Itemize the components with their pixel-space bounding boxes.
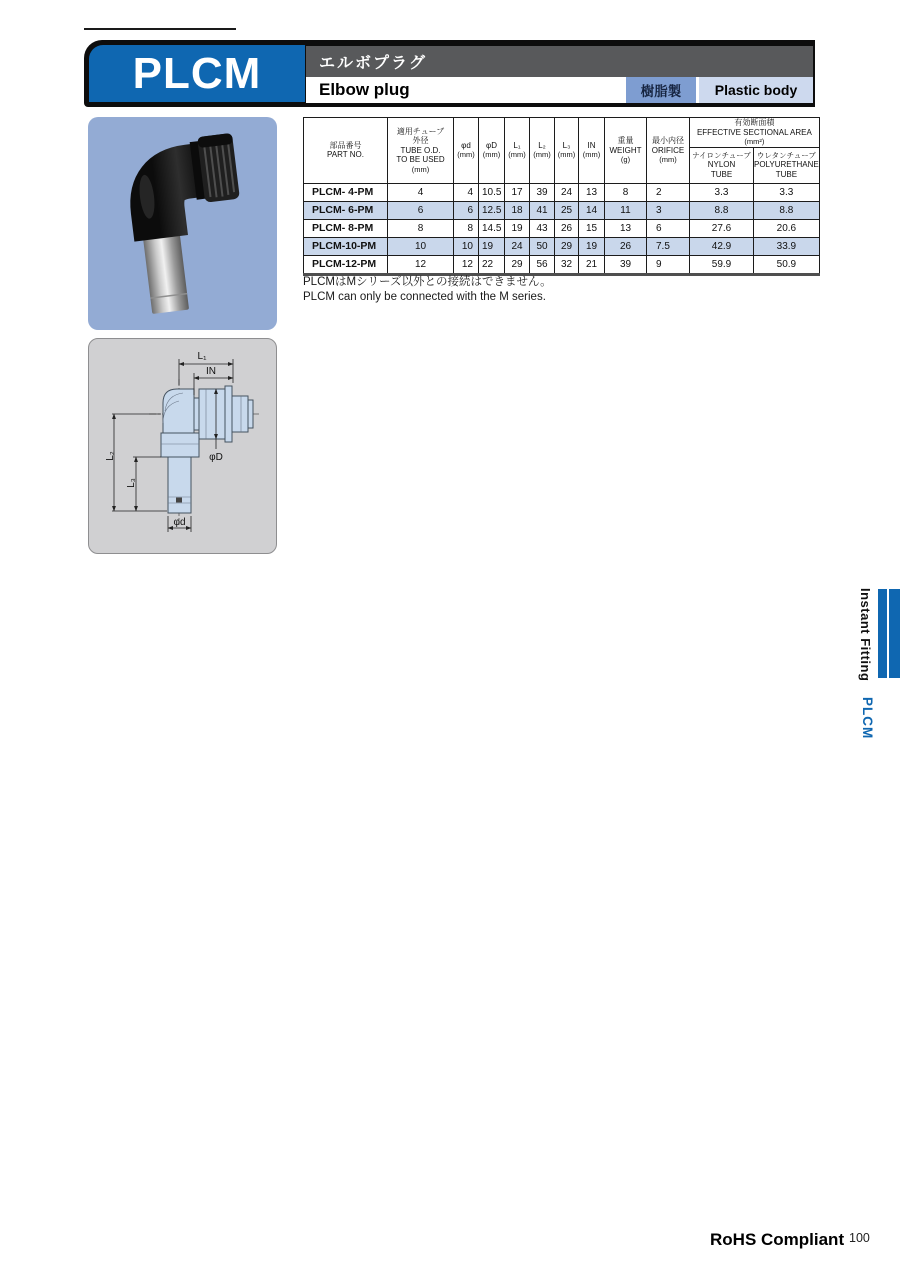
- col-header-weight: 重量 WEIGHT (g): [605, 118, 647, 184]
- title-en-bar: [306, 77, 813, 103]
- value-cell: 24: [505, 237, 530, 255]
- value-cell: 29: [505, 255, 530, 274]
- title-jp-bar: [306, 46, 813, 77]
- table-row: [304, 219, 820, 237]
- value-cell: 21: [579, 255, 605, 274]
- model-title: PLCM: [132, 48, 262, 98]
- value-cell: 32: [555, 255, 579, 274]
- value-cell: 26: [555, 219, 579, 237]
- value-cell: 12: [454, 255, 479, 274]
- part-number-cell: PLCM-12-PM: [304, 255, 388, 274]
- value-cell: 41: [530, 201, 555, 219]
- table-row: [304, 237, 820, 255]
- value-cell: 59.9: [690, 255, 754, 274]
- value-cell: 27.6: [690, 219, 754, 237]
- value-cell: 11: [605, 201, 647, 219]
- value-cell: 19: [505, 219, 530, 237]
- sidebar-tab-inner-line: [887, 589, 889, 678]
- col-header-phi-d: φd (mm): [454, 118, 479, 184]
- col-header-tube-od: 適用チューブ 外径 TUBE O.D. TO BE USED (mm): [388, 118, 454, 184]
- dimension-drawing: [88, 338, 277, 554]
- table-row: [304, 201, 820, 219]
- dim-label-l3: L₃: [126, 478, 137, 488]
- page-header: [84, 40, 815, 107]
- col-header-phi-D: φD (mm): [479, 118, 505, 184]
- value-cell: 25: [555, 201, 579, 219]
- dim-label-in: IN: [206, 366, 216, 377]
- value-cell: 10: [454, 237, 479, 255]
- value-cell: 19: [479, 237, 505, 255]
- value-cell: 50.9: [754, 255, 820, 274]
- part-number-cell: PLCM-10-PM: [304, 237, 388, 255]
- notes: [303, 275, 552, 304]
- title-jp: エルボプラグ: [319, 55, 428, 72]
- dim-label-phiD: φD: [209, 452, 223, 463]
- value-cell: 50: [530, 237, 555, 255]
- col-header-l1: L₁ (mm): [505, 118, 530, 184]
- rohs-compliant-label: RoHS Compliant: [710, 1230, 845, 1249]
- note-jp: PLCMはMシリーズ以外との接続はできません。: [303, 276, 552, 288]
- value-cell: 33.9: [754, 237, 820, 255]
- value-cell: 20.6: [754, 219, 820, 237]
- col-header-in: IN (mm): [579, 118, 605, 184]
- col-header-esa: 有効断面積 EFFECTIVE SECTIONAL AREA (mm²): [690, 118, 820, 148]
- col-header-l3: L₃ (mm): [555, 118, 579, 184]
- value-cell: 12: [388, 255, 454, 274]
- value-cell: 39: [530, 183, 555, 201]
- value-cell: 3.3: [754, 183, 820, 201]
- value-cell: 2: [647, 183, 690, 201]
- value-cell: 56: [530, 255, 555, 274]
- product-photo: [88, 117, 277, 330]
- col-header-l2: L₂ (mm): [530, 118, 555, 184]
- value-cell: 6: [454, 201, 479, 219]
- title-en: Elbow plug: [319, 80, 410, 99]
- value-cell: 12.5: [479, 201, 505, 219]
- value-cell: 8.8: [690, 201, 754, 219]
- value-cell: 3.3: [690, 183, 754, 201]
- page-number: 100: [849, 1231, 870, 1245]
- value-cell: 13: [579, 183, 605, 201]
- spec-table: [303, 117, 820, 276]
- value-cell: 6: [647, 219, 690, 237]
- dim-label-l2: L₂: [105, 451, 116, 461]
- value-cell: 43: [530, 219, 555, 237]
- value-cell: 29: [555, 237, 579, 255]
- value-cell: 8.8: [754, 201, 820, 219]
- value-cell: 26: [605, 237, 647, 255]
- dimension-drawing-art: [89, 339, 276, 553]
- col-header-orifice: 最小内径 ORIFICE (mm): [647, 118, 690, 184]
- value-cell: 9: [647, 255, 690, 274]
- value-cell: 6: [388, 201, 454, 219]
- table-row: [304, 183, 820, 201]
- dim-label-l1: L₁: [197, 351, 207, 362]
- value-cell: 10.5: [479, 183, 505, 201]
- part-number-cell: PLCM- 6-PM: [304, 201, 388, 219]
- value-cell: 15: [579, 219, 605, 237]
- value-cell: 14: [579, 201, 605, 219]
- note-en: PLCM can only be connected with the M series.: [303, 290, 546, 303]
- col-header-polyurethane: ウレタンチューブ POLYURETHANE TUBE: [754, 147, 820, 183]
- value-cell: 13: [605, 219, 647, 237]
- header-top-rule: [84, 28, 236, 30]
- sidebar-index-tab: [878, 589, 900, 678]
- sidebar-model-label: PLCM: [860, 697, 875, 740]
- value-cell: 8: [454, 219, 479, 237]
- model-title-box: [89, 45, 305, 102]
- value-cell: 19: [579, 237, 605, 255]
- value-cell: 42.9: [690, 237, 754, 255]
- table-row: [304, 255, 820, 274]
- col-header-part-no: 部品番号 PART NO.: [304, 118, 388, 184]
- value-cell: 14.5: [479, 219, 505, 237]
- part-number-cell: PLCM- 8-PM: [304, 219, 388, 237]
- value-cell: 4: [454, 183, 479, 201]
- value-cell: 8: [605, 183, 647, 201]
- value-cell: 18: [505, 201, 530, 219]
- sidebar-category-label: Instant Fitting: [858, 588, 873, 682]
- material-badge-en: Plastic body: [699, 77, 813, 103]
- value-cell: 4: [388, 183, 454, 201]
- value-cell: 24: [555, 183, 579, 201]
- value-cell: 39: [605, 255, 647, 274]
- col-header-nylon: ナイロンチューブ NYLON TUBE: [690, 147, 754, 183]
- elbow-plug-photo-art: [88, 117, 277, 330]
- value-cell: 22: [479, 255, 505, 274]
- value-cell: 7.5: [647, 237, 690, 255]
- part-number-cell: PLCM- 4-PM: [304, 183, 388, 201]
- material-badge-jp: 樹脂製: [626, 77, 696, 103]
- table-body: [304, 183, 820, 274]
- value-cell: 10: [388, 237, 454, 255]
- dim-label-phid: φd: [173, 517, 186, 528]
- value-cell: 17: [505, 183, 530, 201]
- value-cell: 8: [388, 219, 454, 237]
- value-cell: 3: [647, 201, 690, 219]
